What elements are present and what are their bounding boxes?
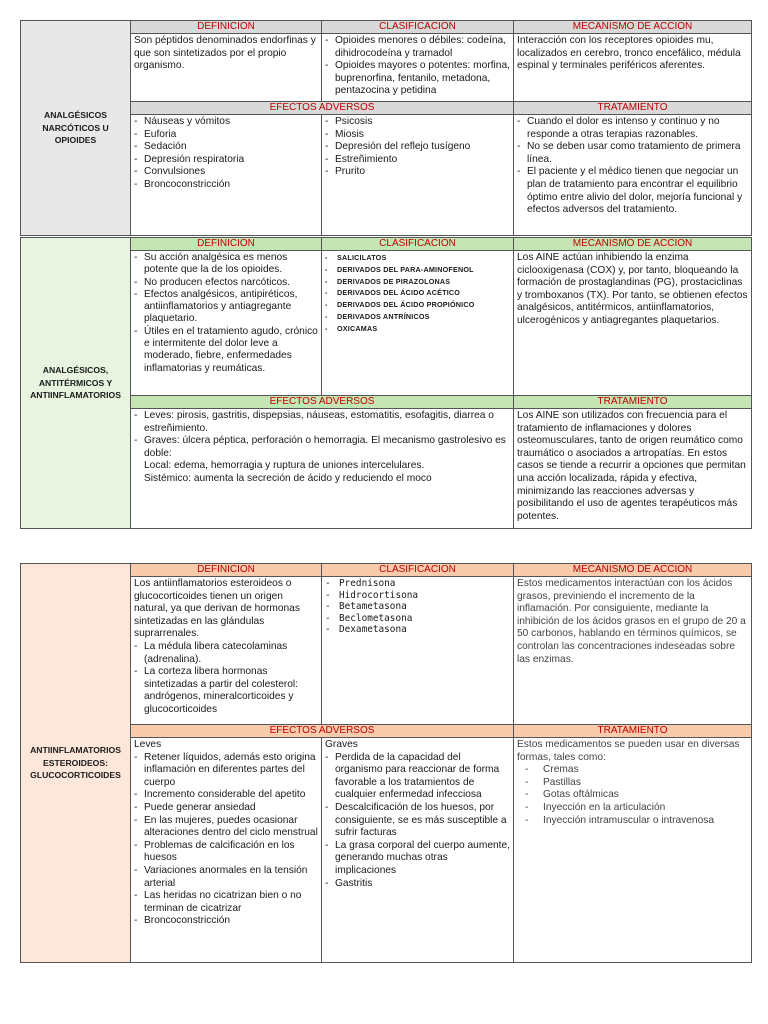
list-item: - Estreñimiento bbox=[325, 154, 510, 167]
list-item: - DERIVADOS DEL PARA-AMINOFENOL bbox=[325, 264, 510, 276]
list-item: - Incremento considerable del apetito bbox=[134, 789, 318, 802]
glucocorticoides-graves bbox=[322, 738, 514, 963]
list-item: - La médula libera catecolaminas (adrenalina). bbox=[134, 641, 318, 666]
list-item: - Euforia bbox=[134, 129, 318, 142]
header-clasificacion: CLASIFICACION bbox=[322, 564, 514, 577]
list-item: - Retener líquidos, además esto origina inflamación en diferentes partes del cuerpo bbox=[134, 752, 318, 790]
header-efectos: EFECTOS ADVERSOS bbox=[131, 725, 514, 738]
opioides-efectos-col2 bbox=[322, 115, 514, 236]
header-definicion: DEFINICION bbox=[131, 21, 322, 34]
list-item: - No producen efectos narcóticos. bbox=[134, 277, 318, 289]
list-item: - Descalcificación de los huesos, por consiguiente, se es más susceptible a sufrir facturas bbox=[325, 802, 510, 840]
opioides-mecanismo: Interacción con los receptores opioides mu, localizados en cerebro, tronco encefálico, médula espinal y terminales periféricos aferentes. bbox=[514, 34, 752, 102]
list-item: - Opioides mayores o potentes: morfina, buprenorfina, fentanilo, metadona, pentazocina y petidina bbox=[325, 60, 510, 98]
list-item: - Gotas oftálmicas bbox=[517, 789, 748, 802]
aine-clasificacion bbox=[322, 251, 514, 396]
list-item: - La corteza libera hormonas sintetizadas a partir del colesterol: andrógenos, mineralcorticoides y glucocorticoides bbox=[134, 666, 318, 716]
header-mecanismo: MECANISMO DE ACCION bbox=[514, 238, 752, 251]
list-item: - Psicosis bbox=[325, 116, 510, 129]
list-item: - Depresión del reflejo tusígeno bbox=[325, 141, 510, 154]
list-item: - Broncoconstricción bbox=[134, 179, 318, 192]
list-item: - SALICILATOS bbox=[325, 252, 510, 264]
efectos-local: Local: edema, hemorragia y ruptura de uniones intercelulares. bbox=[144, 460, 425, 472]
list-item: - Opioides menores o débiles: codeína, dihidrocodeína y tramadol bbox=[325, 35, 510, 60]
header-tratamiento: TRATAMIENTO bbox=[514, 102, 752, 115]
list-item: - Pastillas bbox=[517, 777, 748, 790]
list-item: - El paciente y el médico tienen que negociar un plan de tratamiento para encontrar el equilibrio óptimo entre alivio del dolor, mejoría funcional y efectos adversos del tratamiento. bbox=[517, 166, 748, 216]
header-mecanismo: MECANISMO DE ACCION bbox=[514, 21, 752, 34]
definicion-intro: Los antiinflamatorios esteroideos o glucocorticoides tienen un origen natural, ya que derivan de hormonas sintetizadas en las glándulas suprarrenales. bbox=[134, 578, 300, 640]
list-item: - La grasa corporal del cuerpo aumente, generando muchas otras implicaciones bbox=[325, 840, 510, 878]
list-item: - Cuando el dolor es intenso y continuo y no responde a otras terapias razonables. bbox=[517, 116, 748, 141]
opioides-clasificacion bbox=[322, 34, 514, 102]
list-item: - DERIVADOS DE PIRAZOLONAS bbox=[325, 276, 510, 288]
opioides-definicion: Son péptidos denominados endorfinas y que son sintetizados por el propio organismo. bbox=[131, 34, 322, 102]
list-item: - Su acción analgésica es menos potente que la de los opioides. bbox=[134, 252, 318, 277]
list-item: - Dexametasona bbox=[325, 624, 510, 636]
list-item: - Inyección intramuscular o intravenosa bbox=[517, 815, 748, 828]
list-item: - DERIVADOS DEL ÁCIDO ACÉTICO bbox=[325, 287, 510, 299]
header-clasificacion: CLASIFICACION bbox=[322, 238, 514, 251]
list-item: - Náuseas y vómitos bbox=[134, 116, 318, 129]
glucocorticoides-leves bbox=[131, 738, 322, 963]
aine-label: ANALGÉSICOS, ANTITÉRMICOS Y ANTIINFLAMATORIOS bbox=[21, 238, 131, 529]
aine-table bbox=[20, 237, 752, 529]
list-item: - DERIVADOS ANTRÍNICOS bbox=[325, 311, 510, 323]
glucocorticoides-definicion bbox=[131, 577, 322, 725]
graves-title: Graves bbox=[325, 739, 358, 750]
opioides-label: ANALGÉSICOS NARCÓTICOS U OPIOIDES bbox=[21, 21, 131, 236]
list-item: - Convulsiones bbox=[134, 166, 318, 179]
header-definicion: DEFINICION bbox=[131, 564, 322, 577]
glucocorticoides-label: ANTIINFLAMATORIOS ESTEROIDEOS: GLUCOCORTICOIDES bbox=[21, 564, 131, 963]
list-item: - Prurito bbox=[325, 166, 510, 179]
header-efectos: EFECTOS ADVERSOS bbox=[131, 396, 514, 409]
list-item: - Broncoconstricción bbox=[134, 915, 318, 928]
aine-efectos bbox=[131, 409, 514, 529]
header-definicion: DEFINICION bbox=[131, 238, 322, 251]
opioides-efectos-col1 bbox=[131, 115, 322, 236]
list-item: - Betametasona bbox=[325, 601, 510, 613]
efectos-sistemico: Sistémico: aumenta la secreción de ácido y reduciendo el moco bbox=[144, 472, 432, 484]
aine-tratamiento: Los AINE son utilizados con frecuencia para el tratamiento de inflamaciones y dolores osteomusculares, tanto de origen reumático como traumático o asociados a artropatías. En estos casos se tiende a recurrir a opciones que permitan una acción localizada, rápida y efectiva, minimizando las reacciones adversas y posibilitando el uso de agentes terapéuticos más potentes. bbox=[514, 409, 752, 529]
list-item: - Depresión respiratoria bbox=[134, 154, 318, 167]
list-item: - Variaciones anormales en la tensión arterial bbox=[134, 865, 318, 890]
glucocorticoides-table bbox=[20, 563, 752, 963]
tratamiento-intro: Estos medicamentos se pueden usar en diversas formas, tales como: bbox=[517, 739, 740, 763]
list-item: - Graves: úlcera péptica, perforación o hemorragia. El mecanismo gastrolesivo es doble: bbox=[134, 435, 510, 460]
header-clasificacion: CLASIFICACION bbox=[322, 21, 514, 34]
list-item: - Prednisona bbox=[325, 578, 510, 590]
list-item: - DERIVADOS DEL ÁCIDO PROPIÓNICO bbox=[325, 299, 510, 311]
header-tratamiento: TRATAMIENTO bbox=[514, 396, 752, 409]
list-item: - OXICAMAS bbox=[325, 323, 510, 335]
list-item: - Las heridas no cicatrizan bien o no terminan de cicatrizar bbox=[134, 890, 318, 915]
aine-mecanismo: Los AINE actúan inhibiendo la enzima ciclooxigenasa (COX) y, por tanto, bloqueando la formación de prostaglandinas (PG), prostaciclinas y tromboxanos (TX). Por tanto, se obtienen efectos analgésicos, antitérmicos, antiinflamatorios, ulcerogénicos y antiagregantes plaquetarios. bbox=[514, 251, 752, 396]
list-item: - Miosis bbox=[325, 129, 510, 142]
header-mecanismo: MECANISMO DE ACCION bbox=[514, 564, 752, 577]
list-item: - Hidrocortisona bbox=[325, 590, 510, 602]
list-item: - No se deben usar como tratamiento de primera línea. bbox=[517, 141, 748, 166]
glucocorticoides-mecanismo: Estos medicamentos interactúan con los ácidos grasos, previniendo el incremento de la inflamación. Por consiguiente, mediante la inhibición de los ácidos grasos en el grupo de 20 a 50 carbonos, hablando en términos químicos, se controlan las concentraciones indeseadas sobre las enzimas. bbox=[514, 577, 752, 725]
list-item: - Puede generar ansiedad bbox=[134, 802, 318, 815]
list-item: - Leves: pirosis, gastritis, dispepsias, náuseas, estomatitis, esofagitis, diarrea o estreñimiento. bbox=[134, 410, 510, 435]
header-tratamiento: TRATAMIENTO bbox=[514, 725, 752, 738]
list-item: - Perdida de la capacidad del organismo para reaccionar de forma favorable a los tratamientos de cualquier enfermedad infecciosa bbox=[325, 752, 510, 802]
list-item: - Beclometasona bbox=[325, 613, 510, 625]
header-efectos: EFECTOS ADVERSOS bbox=[131, 102, 514, 115]
leves-title: Leves bbox=[134, 739, 162, 750]
list-item: - Problemas de calcificación en los huesos bbox=[134, 840, 318, 865]
list-item: - Inyección en la articulación bbox=[517, 802, 748, 815]
list-item: - Útiles en el tratamiento agudo, crónico e intermitente del dolor leve a moderado, fiebre, enfermedades inflamatorias y reumáticas. bbox=[134, 326, 318, 375]
glucocorticoides-clasificacion bbox=[322, 577, 514, 725]
opioides-tratamiento bbox=[514, 115, 752, 236]
glucocorticoides-tratamiento bbox=[514, 738, 752, 963]
list-item: - Sedación bbox=[134, 141, 318, 154]
list-item: - Efectos analgésicos, antipiréticos, antiinflamatorios y antiagregante plaquetario. bbox=[134, 289, 318, 326]
list-item: - Gastritis bbox=[325, 878, 510, 891]
list-item: - Cremas bbox=[517, 764, 748, 777]
aine-definicion bbox=[131, 251, 322, 396]
list-item: - En las mujeres, puedes ocasionar alteraciones dentro del ciclo menstrual bbox=[134, 815, 318, 840]
opioides-table bbox=[20, 20, 752, 236]
